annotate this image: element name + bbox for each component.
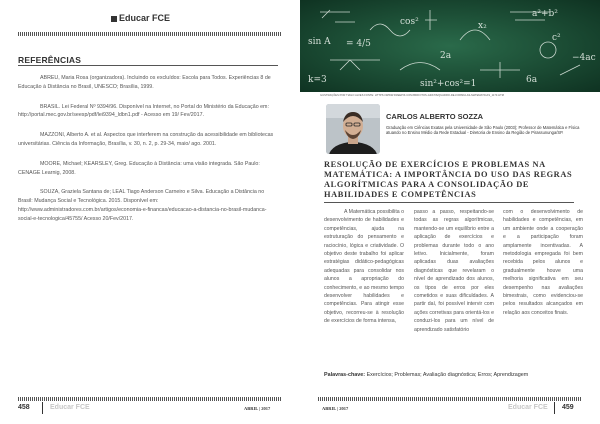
footer-rule [318,397,582,401]
footer-magazine: Educar FCE [50,404,90,411]
svg-text:k=3: k=3 [308,75,327,85]
page-number: 458 [18,404,30,411]
magazine-header-title: Educar FCE [119,13,171,23]
footer-rule [18,397,282,401]
references-heading: REFERÊNCIAS [18,55,82,65]
svg-text:= 4/5: = 4/5 [346,39,371,49]
reference-item: MAZZONI, Alberto A. et al. Aspectos que interferem na construção da acessibilidade em bibliotecas universitárias. Ciência da Informação, Brasília, v. 30, n. 2, p. 29-34, maio/ ago. 2001. [18,132,274,147]
article-title-divider [324,202,574,203]
keywords-label: Palavras-chave: [324,372,366,378]
page-number: 459 [562,404,574,411]
references-list [18,74,280,235]
author-portrait-icon [326,104,380,154]
header-rule [18,32,282,36]
keywords-text: Exercícios; Problemas; Avaliação diagnóstica; Erros; Aprendizagem [366,372,529,378]
svg-text:a²+b²: a²+b² [532,9,558,19]
svg-text:6a: 6a [526,75,538,85]
author-bio: Graduação em Ciências Exatas pela Universidade de São Paulo (2003); Professor de Matemática e Física atuando no Ensino Médio da Rede Estadual - Diretoria de Ensino da Região de Pirassununga/SP. [386,125,580,136]
abstract-column-3: com o desenvolvimento de habilidades e competências, em um ambiente onde a cooperação e a participação foram amplamente incentivadas. A metodologia empregada foi bem recebida pelos alunos e gradualmente houve uma melhoria significativa em seu desempenho nas avaliações bimestrais, como evidenciou-se pelos resultados alcançados em relação aos conceitos finais. [503,209,583,316]
footer-magazine: Educar FCE [508,404,548,411]
svg-text:sin A: sin A [308,37,331,47]
footer-date: ABRIL | 2017 [244,406,271,411]
abstract-column-1: A Matemática possibilita o desenvolvimento de habilidades e competências, ajuda na estruturação do pensamento e raciocínio, lógica e criatividade. O objetivo deste trabalho foi aplicar estratégias didático-pedagógicas adequadas para consolidar nos alunos a apropriação do conhecimento, e ao mesmo tempo desenvolver habilidades e competências. Para atingir esse objetivo, recorreu-se à resolução de exercícios de forma intensa, [324,209,404,325]
abstract-column-2: passo a passo, respeitando-se todas as regras algorítmicas, mantendo-se um equilíbrio entre a aplicação de exercícios e problemas durante todo o ano letivo. Inicialmente, foram aplicadas duas avaliações diagnósticas que revelaram o nível de aprendizado dos alunos, os tipos de erros por eles cometidos e suas dificuldades. A partir daí, foi possível intervir com ações corretivas para orientá-los e conduzi-los para um nível de aprendizado satisfatório [414,209,494,333]
chalkboard-formulas-icon [300,0,600,92]
author-photo [326,104,380,154]
svg-text:x₂: x₂ [478,21,487,31]
keywords-line [324,372,528,378]
image-caption: ILUSTRAÇÕES POR TIAGO ALVES FONTE: HTTPS://WWW.FREEPIK.COM.BR/FOTOS-GRATIS/QUADRO-DE-FORMULAS-MATEMATICAS_1173.HTM [320,94,504,97]
reference-item: ABREU, Maria Rosa (organizadora). Incluindo os excluídos: Escola para Todos. Experiências 8 de Educação à Distância no Brasil, UNESCO; Brasília, 1999. [18,75,271,90]
footer-date: ABRIL | 2017 [322,406,349,411]
svg-text:sin²+cos²=1: sin²+cos²=1 [420,79,477,89]
article-title: RESOLUÇÃO DE EXERCÍCIOS E PROBLEMAS NA MATEMÁTICA: A IMPORTÂNCIA DO USO DAS REGRAS ALGORÍTMICAS PARA A CONSOLIDAÇÃO DE HABILIDADES E COMPETÊNCIAS [324,160,573,200]
header-square-icon [111,16,117,22]
author-name: CARLOS ALBERTO SOZZA [386,112,484,121]
svg-text:c²: c² [552,33,561,43]
reference-item: BRASIL. Lei Federal Nº 9394/96. Disponível na Internet, no Portal do Ministério da Educação em: http://portal.mec.gov.br/seesp/pdf/lei9394_ldbn1.pdf - Acesso em 19/ Fev/2017. [18,103,269,119]
reference-item: SOUZA, Graziela Santana de; LEAL Tiago Anderson Carneiro e Silva. Educação a Distância no Brasil: Mudança Social e Tecnológica. 2015. Disponível em: http://www.administradores.com.br/artigos/economia-e-financas/educacao-a-distancia-no-brasil-mudanca-social-e-tecnologica/45755/ Acesso 20/Fev/2017. [18,189,267,222]
svg-text:cos²: cos² [400,17,419,27]
chalkboard-image [300,0,600,92]
svg-text:−4ac: −4ac [572,53,596,63]
reference-item: MOORE, Michael; KEARSLEY, Greg. Educação à Distância: uma visão integrada. São Paulo: CENAGE Learnig, 2008. [18,160,260,176]
footer-separator [42,402,43,414]
footer-separator [554,402,555,414]
svg-text:2a: 2a [440,51,452,61]
right-page [300,0,600,424]
references-divider [18,65,278,66]
